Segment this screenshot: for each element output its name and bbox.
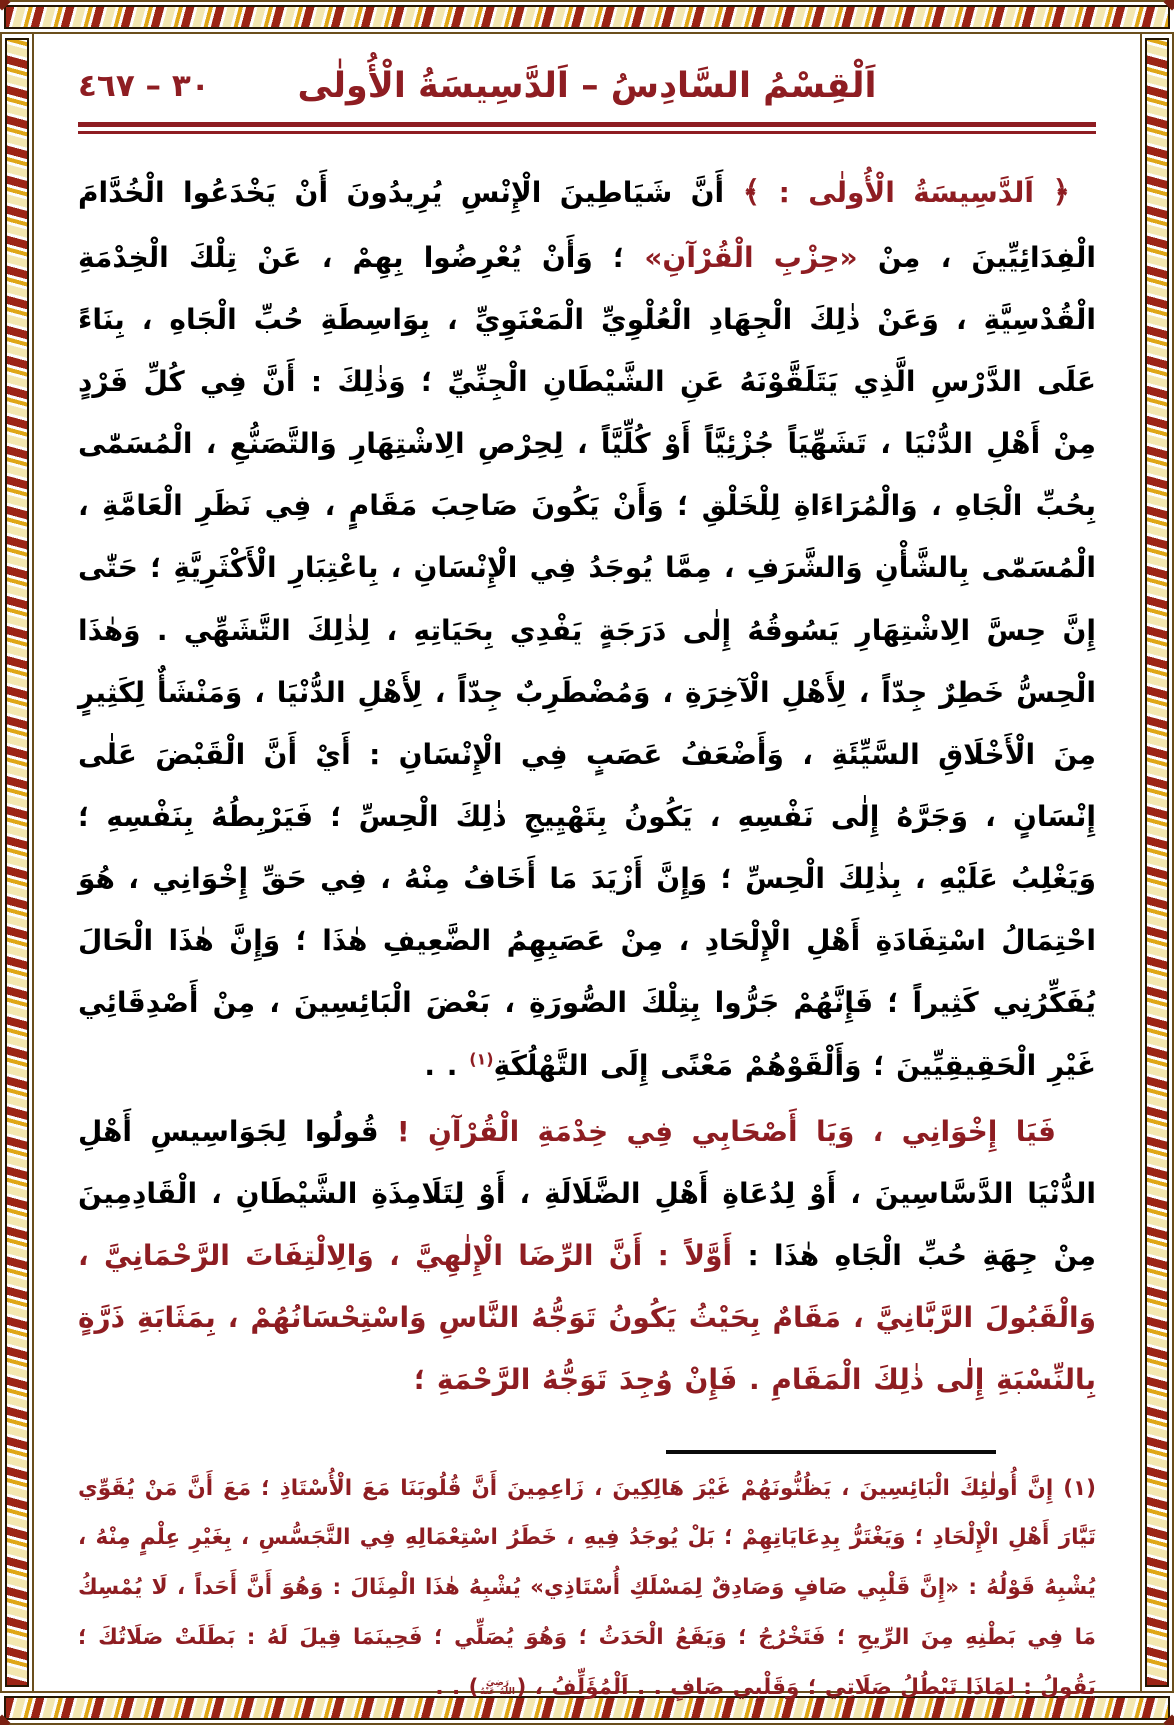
author-signature: اَلْمُؤَلِّفُ ،	[534, 1675, 629, 1701]
footnote-separator	[666, 1450, 996, 1454]
address-lead: فَيَا إِخْوَانِي ، وَيَا أَصْحَابِي فِي خِدْمَةِ الْقُرْآنِ !	[396, 1114, 1056, 1148]
page-header	[78, 58, 1096, 114]
ellipsis: . .	[424, 1048, 458, 1082]
header-rule	[78, 122, 1096, 134]
chain-pattern	[1145, 38, 1169, 1687]
chain-pattern	[4, 5, 1170, 29]
body-text: قُولُوا لِجَوَاسِيسِ أَهْلِ الدُّنْيَا الدَّسَّاسِينَ ، أَوْ لِدُعَاةِ أَهْلِ الضَّلَالَةِ ، أَوْ لِتَلَامِذَةِ الشَّيْطَانِ ، الْقَادِمِينَ مِنْ جِهَةِ حُبِّ الْجَاهِ هٰذَا :	[78, 1114, 1096, 1273]
ornamental-border-top	[0, 0, 1174, 34]
page-title: اَلْقِسْمُ السَّادِسُ – اَلدَّسِيسَةُ الْأُولٰى	[297, 66, 877, 106]
red-emphasis-text: أَنَّ الرِّضَا الْإِلٰهِيَّ ، وَالِالْتِفَاتَ الرَّحْمَانِيَّ ، وَالْقَبُولَ الرَّبَّانِيَّ ، مَقَامٌ بِحَيْثُ يَكُونُ تَوَجُّهُ النَّاسِ وَاسْتِحْسَانُهُمْ ، بِمَثَابَةِ ذَرَّةٍ بِالنِّسْبَةِ إِلٰى ذٰلِكَ الْمَقَامِ . فَإِنْ وُجِدَ تَوَجُّهُ الرَّحْمَةِ ؛	[78, 1239, 1096, 1397]
main-paragraph-2	[78, 1101, 1096, 1412]
prayer-seal: رَضِيَ اللهُ عَنْهُ	[479, 1677, 515, 1698]
paren-open: (	[516, 1675, 527, 1701]
ornamental-border-left	[0, 34, 34, 1691]
firstly-label: أَوَّلاً :	[657, 1239, 733, 1273]
quran-party-phrase: «حِزْبِ الْقُرْآنِ»	[644, 240, 858, 274]
footnote-marker: (١)	[1063, 1475, 1096, 1501]
body-text: أَنَّ شَيَاطِينَ الْإِنْسِ يُرِيدُونَ أَنْ يَخْدَعُوا الْخُدَّامَ الْفِدَائِيِّينَ ، مِنْ	[78, 176, 1097, 274]
footnote-reference: (١)	[469, 1049, 494, 1069]
page-number: ٣٠ – ٤٦٧	[78, 68, 210, 104]
chain-pattern	[5, 38, 29, 1687]
paren-close: ) . .	[435, 1675, 479, 1701]
page-content	[34, 34, 1140, 1701]
section-heading: اَلدَّسِيسَةُ الْأُولٰى :	[778, 176, 1035, 209]
ornamental-border-right	[1140, 34, 1174, 1691]
footnote-text: إِنَّ أُولٰئِكَ الْبَائِسِينَ ، يَظُنُّونَهُمْ غَيْرَ هَالِكِينَ ، زَاعِمِينَ أَنَّ قُلُوبَنَا مَعَ الْأُسْتَاذِ ؛ مَعَ أَنَّ مَنْ يُقَوِّي تَيَّارَ أَهْلِ الْإِلْحَادِ ؛ وَيَغْتَرُّ بِدِعَايَاتِهِمْ ؛ بَلْ يُوجَدُ فِيهِ ، خَطَرُ اسْتِعْمَالِهِ فِي التَّجَسُّسِ ، بِغَيْرِ عِلْمٍ مِنْهُ ، يُشْبِهُ قَوْلُهُ : «إِنَّ قَلْبِي صَافٍ وَصَادِقٌ لِمَسْلَكِ أُسْتَاذِي» يُشْبِهُ هٰذَا الْمِثَالَ : وَهُوَ أَنَّ أَحَداً ، لَا يُمْسِكُ مَا فِي بَطْنِهِ مِنَ الرِّيحِ ؛ فَتَخْرُجُ ؛ وَيَقَعُ الْحَدَثُ ؛ وَهُوَ يُصَلِّي ؛ فَحِينَمَا قِيلَ لَهُ : بَطَلَتْ صَلَاتُكَ ؛ يَقُولُ : لِمَاذَا تَبْطُلُ صَلَاتِي ؛ وَقَلْبِي صَافٍ . .	[78, 1475, 1096, 1701]
footnote	[78, 1464, 1096, 1713]
ornate-bracket-close: ﴾	[742, 175, 761, 210]
body-text: ؛ وَأَنْ يُعْرِضُوا بِهِمْ ، عَنْ تِلْكَ الْخِدْمَةِ الْقُدْسِيَّةِ ، وَعَنْ ذٰلِكَ الْجِهَادِ الْعُلْوِيِّ الْمَعْنَوِيِّ ، بِوَاسِطَةِ حُبِّ الْجَاهِ ، بِنَاءً عَلَى الدَّرْسِ الَّذِي يَتَلَقَّوْنَهُ عَنِ الشَّيْطَانِ الْجِنِّيِّ ؛ وَذٰلِكَ : أَنَّ فِي كُلِّ فَرْدٍ مِنْ أَهْلِ الدُّنْيَا ، تَشَهِّيَاً جُزْئِيَّاً أَوْ كُلِّيَّاً ، لِحِرْصِ الِاشْتِهَارِ وَالتَّصَنُّعِ ، الْمُسَمّٰى بِحُبِّ الْجَاهِ ، وَالْمُرَاءَاةِ لِلْخَلْقِ ؛ وَأَنْ يَكُونَ صَاحِبَ مَقَامٍ ، فِي نَظَرِ الْعَامَّةِ ، الْمُسَمّٰى بِالشَّأْنِ وَالشَّرَفِ ، مِمَّا يُوجَدُ فِي الْإِنْسَانِ ، بِاعْتِبَارِ الْأَكْثَرِيَّةِ ؛ حَتّٰى إِنَّ حِسَّ الِاشْتِهَارِ يَسُوقُهُ إِلٰى دَرَجَةٍ يَفْدِي بِحَيَاتِهِ ، لِذٰلِكَ التَّشَهِّي . وَهٰذَا الْحِسُّ خَطِرٌ جِدّاً ، لِأَهْلِ الْآخِرَةِ ، وَمُضْطَرِبٌ جِدّاً ، لِأَهْلِ الدُّنْيَا ، وَمَنْشَأٌ لِكَثِيرٍ مِنَ الْأَخْلَاقِ السَّيِّئَةِ ، وَأَضْعَفُ عَصَبٍ فِي الْإِنْسَانِ : أَيْ أَنَّ الْقَبْضَ عَلٰى إِنْسَانٍ ، وَجَرَّهُ إِلٰى نَفْسِهِ ، يَكُونُ بِتَهْيِيجِ ذٰلِكَ الْحِسِّ ؛ فَيَرْبِطُهُ بِنَفْسِهِ ؛ وَيَغْلِبُ عَلَيْهِ ، بِذٰلِكَ الْحِسِّ ؛ وَإِنَّ أَزْيَدَ مَا أَخَافُ مِنْهُ ، فِي حَقِّ إِخْوَانِي ، هُوَ احْتِمَالُ اسْتِفَادَةِ أَهْلِ الْإِلْحَادِ ، مِنْ عَصَبِهِمُ الضَّعِيفِ هٰذَا ؛ وَإِنَّ هٰذَا الْحَالَ يُفَكِّرُنِي كَثِيراً ؛ فَإِنَّهُمْ جَرُّوا بِتِلْكَ الصُّورَةِ ، بَعْضَ الْبَائِسِينَ ، مِنْ أَصْدِقَائِي غَيْرِ الْحَقِيقِيِّينَ ؛ وَأَلْقَوْهُمْ مَعْنًى إِلَى التَّهْلُكَةِ	[78, 240, 1096, 1082]
main-paragraph-1	[78, 160, 1096, 1097]
ornate-bracket-open: ﴿	[1052, 175, 1071, 210]
